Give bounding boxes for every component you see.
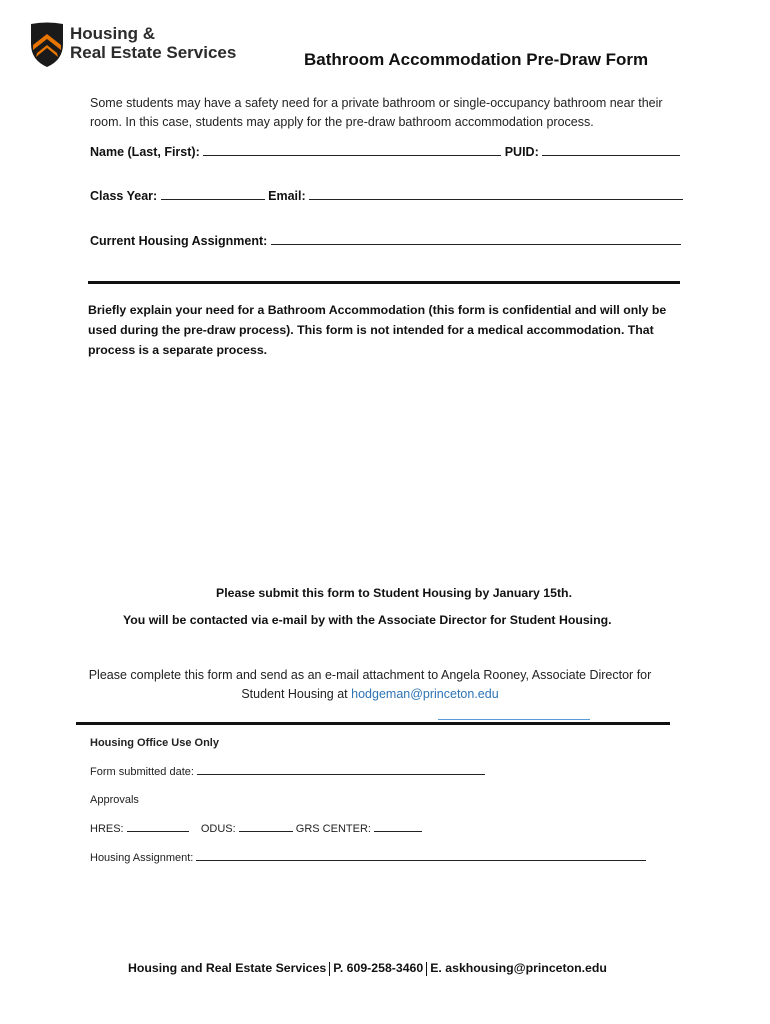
- footer-separator: [426, 962, 427, 976]
- deadline-note: Please submit this form to Student Housing by January 15th.: [216, 586, 572, 600]
- email-field[interactable]: [309, 188, 683, 200]
- housing-label: Current Housing Assignment:: [90, 234, 268, 248]
- footer-email[interactable]: E. askhousing@princeton.edu: [430, 961, 607, 975]
- email-link[interactable]: hodgeman@princeton.edu: [351, 687, 499, 701]
- name-label: Name (Last, First):: [90, 145, 200, 159]
- email-label: Email:: [268, 189, 306, 203]
- odus-field[interactable]: [239, 822, 293, 832]
- footer-separator: [329, 962, 330, 976]
- submitted-date-field[interactable]: [197, 765, 485, 775]
- assignment-label: Housing Assignment:: [90, 852, 194, 864]
- email-link-underline: [438, 719, 590, 720]
- complete-instructions: [80, 666, 660, 704]
- assignment-field[interactable]: [196, 851, 646, 861]
- submitted-date-row: [90, 765, 485, 778]
- logo: [30, 22, 270, 72]
- grs-label: GRS CENTER:: [295, 823, 371, 835]
- submitted-date-label: Form submitted date:: [90, 766, 194, 778]
- complete-text: Please complete this form and send as an e-mail attachment to Angela Rooney, Associate Director for Student Housing at: [88, 668, 652, 701]
- footer-phone: P. 609-258-3460: [333, 961, 424, 975]
- intro-paragraph: Some students may have a safety need for a private bathroom or single-occupancy bathroom near their room. In this case, students may apply for the pre-draw bathroom accommodation process.: [90, 96, 663, 129]
- grs-field[interactable]: [374, 822, 422, 832]
- explanation-area[interactable]: [88, 362, 678, 572]
- shield-icon: [30, 22, 64, 68]
- name-field[interactable]: [203, 144, 501, 156]
- class-email-row: [90, 188, 683, 203]
- form-title: Bathroom Accommodation Pre-Draw Form: [304, 50, 649, 69]
- name-field-row: [90, 144, 680, 159]
- assignment-row: [90, 851, 646, 864]
- odus-label: ODUS:: [200, 823, 236, 835]
- logo-line-1: Housing &: [70, 24, 155, 43]
- explanation-prompt: Briefly explain your need for a Bathroom Accommodation (this form is confidential and will only be used during the pre-draw process). This form is not intended for a medical accommodation. That process is a separate process.: [88, 303, 667, 357]
- section-divider: [88, 281, 680, 284]
- hres-field[interactable]: [127, 822, 189, 832]
- class-year-label: Class Year:: [90, 189, 158, 203]
- logo-line-2: Real Estate Services: [70, 43, 237, 62]
- approvals-row: [90, 822, 422, 835]
- office-divider: [76, 722, 670, 725]
- footer: [128, 961, 607, 976]
- footer-org: Housing and Real Estate Services: [128, 961, 327, 975]
- approvals-label: Approvals: [90, 794, 139, 806]
- housing-row: [90, 233, 681, 248]
- class-year-field[interactable]: [161, 188, 265, 200]
- hres-label: HRES:: [90, 823, 124, 835]
- housing-field[interactable]: [271, 233, 681, 245]
- puid-field[interactable]: [542, 144, 680, 156]
- office-use-title: Housing Office Use Only: [90, 737, 219, 749]
- contact-note: You will be contacted via e-mail by with the Associate Director for Student Housing.: [123, 613, 612, 627]
- puid-label: PUID:: [504, 145, 539, 159]
